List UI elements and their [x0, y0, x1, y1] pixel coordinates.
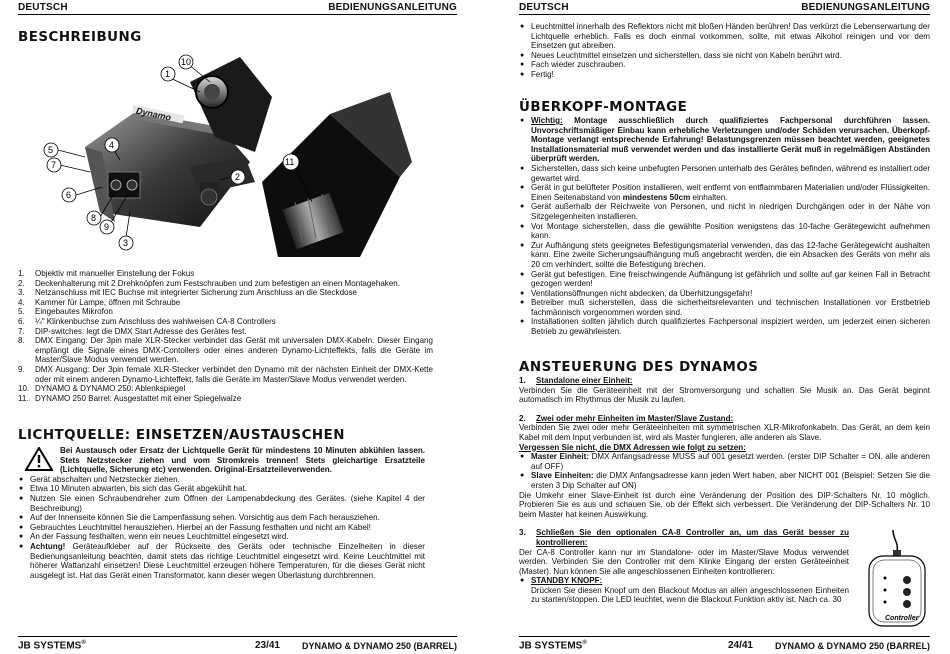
callout-9: 9: [104, 222, 110, 232]
lamp-bullets-continued: [519, 22, 930, 80]
lichtquelle-section: [18, 444, 425, 580]
paragraph: Drücken Sie diesen Knopf um den Blackout Modus an allen angeschlossenen Einheiten zu starten/stoppen. Die LED leuchtet, wenn die Blackout Funktion aktiv ist. Nach ca. 30: [531, 585, 849, 605]
header-language: DEUTSCH: [519, 2, 569, 13]
list-item: 8. DMX Eingang: Der 3pin male XLR-Stecker verbindet das Gerät mit universalen DMX-Kabeln. Dieser Eingang empfängt die Signale eines DMX-Contollers oder eines anderen Dynamo-Lichteffekts, falls die Geräte im Master/Slave Modus verwendet werden.: [18, 336, 433, 365]
list-item: ● Nutzen Sie einen Schraubendreher zum Öffnen der Lampenabdeckung des Gerätes. (siehe Kapitel 4 der Beschreibung): [19, 493, 425, 513]
section-title-lichtquelle: LICHTQUELLE: EINSETZEN/AUSTAUSCHEN: [18, 428, 345, 443]
page-number: 24/41: [727, 640, 753, 651]
section-title-ansteuerung: ANSTEUERUNG DES DYNAMOS: [519, 360, 759, 375]
list-item: ● Installationen sollten jährlich durch qualifiziertes Fachpersonal inspiziert werden, um jederzeit einen sicheren Betrieb zu gewährleisten.: [520, 317, 930, 337]
list-item: ● Gerät in gut belüfteter Position installieren, weit entfernt von entflammbaren Materialien und/oder Flüssigkeiten. Einen Seitenabstand von mindestens 50cm einhalten.: [520, 183, 930, 202]
paragraph: Der CA-8 Controller kann nur im Standalone- oder im Master/Slave Modus verwendet werden. Verbinden Sie den Controller mit dem Klinke Eingang der ersten Geräteeinheit (Master). Nun können Sie alle angeschlossenen Einheiten kontrollieren:: [519, 547, 849, 576]
list-item: 5. Eingebautes Mikrofon: [18, 307, 113, 317]
list-item: ● Betreiber muß sicherstellen, dass die sicherheitsrelevanten und technischen Installationen vor Erstbetrieb fachmännisch vorgenommen worden sind.: [520, 298, 930, 317]
list-item: ● Slave Einheiten: die DMX Anfangsadresse kann jeden Wert haben, aber NICHT 001 (Beispiel: Setzen Sie die ersten 3 Dip Schalter auf ON): [520, 471, 930, 490]
subsection-heading: 1. Standalone einer Einheit:: [519, 376, 633, 385]
callout-3: 3: [123, 238, 129, 248]
list-item: ● Wichtig: Montage ausschließlich durch qualifiziertes Fachpersonal durchführen lassen. Unvorschriftsmäßiger Einbau kann erhebliche Verletzungen und/oder Schäden verursachen. Überkopf-Montage verlangt entsprechende Erfahrung! Belastungsgrenzen müssen beachtet werden, geeignetes Installationsmaterial muß verwendet werden und das installierte Gerät muß in regelmäßigen Abständen überprüft werden.: [520, 116, 930, 164]
footer-brand: JB SYSTEMS®: [18, 639, 86, 652]
list-item: ● Master Einheit: DMX Anfangsadresse MUSS auf 001 gesetzt werden. (erster DIP Schalter = ON, alle anderen auf OFF): [520, 452, 930, 471]
callout-11: 11: [285, 157, 295, 167]
page-header: [18, 0, 457, 15]
subsection-heading: 2. Zwei oder mehr Einheiten im Master/Slave Zustand:: [519, 413, 734, 423]
warning-text: Bei Austausch oder Ersatz der Lichtquelle Gerät für mindestens 10 Minuten abkühlen lassen. Stets Netzstecker ziehen und vom Stromkreis trennen! Stets gleichartige Ersatzteile (Lichtquelle, Sicherung etc) verwenden. Original-Ersatzteileverwenden.: [60, 446, 425, 475]
list-item: 2. Deckenhalterung mit 2 Drehknöpfen zum Festschrauben und zum befestigen an einen Montagehaken.: [18, 278, 401, 288]
subsection-heading: 3. Schließen Sie den optionalen CA-8 Controller an, um das Gerät besser zu kontrollieren:: [519, 528, 849, 547]
list-item: ● Gerät gut befestigen. Eine freischwingende Aufhängung ist gefährlich und sollte auf gar keinen Fall in Betracht gezogen werden!: [520, 269, 930, 289]
callout-4: 4: [109, 140, 115, 150]
dmx-address-note: Vergessen Sie nicht, die DMX Adressen wie folgt zu setzen:: [519, 442, 746, 452]
footer-model: DYNAMO & DYNAMO 250 (BARREL): [301, 640, 457, 651]
achtung-label: Achtung!: [30, 541, 66, 551]
list-item: 11. DYNAMO 250 Barrel: Ausgestattet mit einer Spiegelwalze: [18, 393, 242, 403]
header-title: BEDIENUNGSANLEITUNG: [801, 2, 930, 13]
list-item: 3. Netzanschluss mit IEC Buchse mit integrierter Sicherung zum Anschluss an die Steckdose: [18, 288, 358, 298]
page-footer: [519, 636, 930, 654]
footer-model: DYNAMO & DYNAMO 250 (BARREL): [774, 640, 930, 651]
product-illustration: [40, 52, 420, 257]
callout-7: 7: [51, 160, 57, 170]
list-item: 6. ¼" Klinkenbuchse zum Anschluss des wahlweisen CA-8 Controllers: [18, 316, 276, 326]
list-item: ● Leuchtmittel innerhalb des Reflektors nicht mit bloßen Händen berühren! Das verkürzt die Lebenserwartung der Lichtquelle erheblich. Falls es doch einmal vorkommen, sollte, mit etwas Alkohol reinigen und vor dem Einsetzen gut abreiben.: [520, 22, 930, 51]
page-header: [519, 0, 930, 15]
warning-block: [18, 446, 425, 475]
list-item: ● STANDBY KNOPF:: [519, 576, 849, 586]
list-item: ● Vor Montage sicherstellen, dass die gewählte Position wenigstens das 10-fache Gerätegewicht aufnehmen kann.: [520, 221, 930, 241]
list-item: ● An der Fassung festhalten, wenn ein neues Leuchtmittel eingesetzt wird.: [19, 532, 289, 542]
callout-6: 6: [66, 190, 72, 200]
list-item: ● Gebrauchtes Leuchtmittel herausziehen. Hierbei an der Fassung festhalten und nicht am Kabel!: [19, 522, 371, 532]
callout-2: 2: [235, 172, 241, 182]
callout-5: 5: [48, 145, 54, 155]
controller-illustration: [863, 530, 933, 630]
list-item: 1. Objektiv mit manueller Einstellung der Fokus: [18, 269, 195, 278]
section-title-montage: ÜBERKOPF-MONTAGE: [519, 100, 688, 115]
list-item: 10. DYNAMO & DYNAMO 250: Ablenkspiegel: [18, 384, 186, 394]
list-item: ● Achtung! Geräteaufkleber auf der Rückseite des Geräts oder technische Einzelheiten in dieser Bedienungsanleitung beachten, damit stets das richtige Leuchtmittel eingesetzt wird. Keine Leuchtmittel mit höherer Wattanzahl einsetzen! Diese Leuchtmittel erzeugen höhere Temperaturen, für die dieses Gerät nicht ausgelegt ist. Hat das Gerät einen Transformator, kann dieser wegen Überlastung durchbrennen.: [19, 541, 425, 580]
paragraph: Verbinden Sie die Geräteeinheit mit der Stromversorgung und schalten Sie Musik an. Das Gerät beginnt automatisch im Rhythmus der Musik zu laufen.: [519, 385, 930, 405]
page-footer: [18, 636, 457, 654]
list-item: ● Gerät abschalten und Netzstecker ziehen.: [19, 474, 180, 484]
list-item: ● Sicherstellen, dass sich keine unbefugten Personen unterhalb des Gerätes befinden, während es installiert oder gewartet wird.: [520, 163, 930, 183]
standby-label: STANDBY KNOPF:: [531, 576, 603, 586]
montage-section: [519, 116, 930, 337]
callout-8: 8: [91, 213, 97, 223]
list-item: ● Auf der Innenseite können Sie die Lampenfassung sehen. Vorsichtig aus dem Fach herausziehen.: [19, 513, 380, 523]
barrel-mirror-illustration: [262, 92, 412, 257]
list-item: ● Neues Leuchtmittel einsetzen und sicherstellen, dass sie nicht von Kabeln berührt wird.: [520, 50, 842, 60]
list-item: ● Fach wieder zuschrauben.: [520, 60, 626, 70]
right-page: [475, 0, 950, 654]
list-item: 7. DIP-switches: legt die DMX Start Adresse des Gerätes fest.: [18, 326, 247, 336]
device-brand-label: Dynamo: [135, 105, 173, 123]
wichtig-label: Wichtig:: [531, 116, 563, 125]
list-item: ● Ventilationsöffnungen nicht abdecken, da Überhitzungsgefahr!: [520, 288, 753, 298]
warning-triangle-icon: [18, 446, 60, 475]
list-item: ● Etwa 10 Minuten abwarten, bis sich das Gerät abgekühlt hat.: [19, 484, 247, 494]
controller-label: Controller: [885, 615, 919, 622]
page-number: 23/41: [254, 640, 280, 651]
header-language: DEUTSCH: [18, 2, 68, 13]
list-item: ● Zur Aufhängung stets geeignetes Befestigungsmaterial verwenden, das das 12-fache Gerätegewicht aushalten kann. Eine zweite Sicherungsaufhängung muß angebracht werden, die ein Absacken des Geräts von mehr als 20 cm verhindert, sollte die Befestigung brechen.: [520, 240, 930, 269]
callout-1: 1: [165, 69, 171, 79]
header-title: BEDIENUNGSANLEITUNG: [328, 2, 457, 13]
callout-10: 10: [181, 57, 192, 67]
list-item: 4. Kammer für Lampe, öffnen mit Schraube: [18, 297, 181, 307]
component-list: [18, 269, 433, 403]
footer-brand: JB SYSTEMS®: [519, 639, 587, 652]
paragraph: Die Umkehr einer Slave-Einheit ist durch eine Veränderung der Position des DIP-Schalters Nr. 10 möglich. Probieren Sie es aus und schauen Sie, ob der Effekt sich verbessert. Die Veränderung der DIP-Schalters Nr. 10 beim Master hat keinen Auswirkung.: [519, 490, 930, 519]
list-item: 9. DMX Ausgang: Der 3pin female XLR-Stecker verbindet den Dynamo mit der nächsten Einheit der DMX-Kette oder mit einem anderen Dynamo-Lichteffekt, falls die Geräte im Master/Slave Modus verwendet werden.: [18, 364, 433, 384]
section-title-beschreibung: BESCHREIBUNG: [18, 30, 142, 45]
list-item: ● Gerät außerhalb der Reichweite von Personen, und nicht in niedrigen Durchgängen oder in der Nähe von Sitzgelegenheiten installieren.: [520, 202, 930, 221]
paragraph: Verbinden Sie zwei oder mehr Geräteeinheiten mit symmetrischen XLR-Mikrofonkabeln. Das Gerät, an dem kein Kabel mit dem Input verbunden ist, wird als Master fungieren, alle anderen als Slave.: [519, 423, 930, 442]
list-item: ● Fertig!: [520, 69, 554, 79]
